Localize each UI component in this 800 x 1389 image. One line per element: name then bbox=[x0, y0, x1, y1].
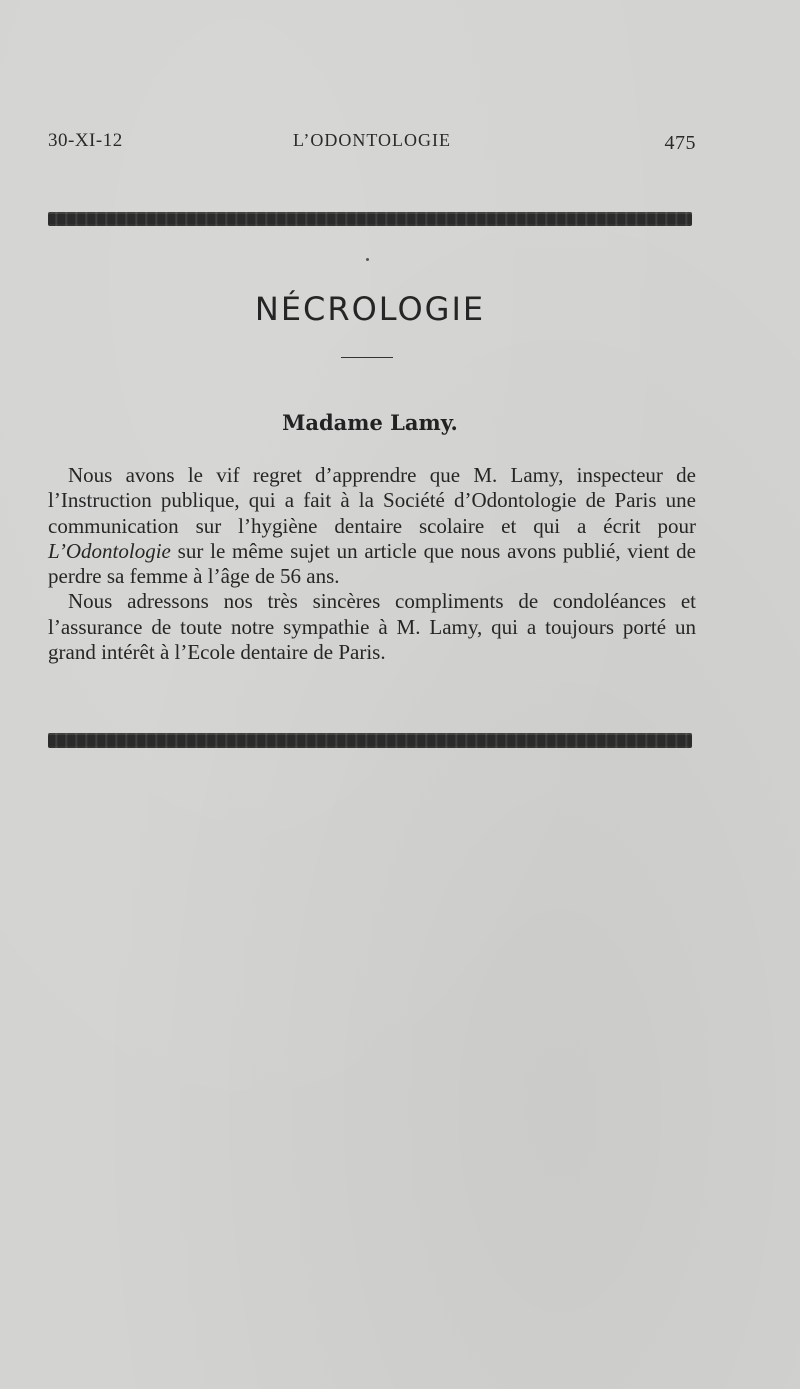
paragraph-1-text-b: sur le même sujet un article que nous avons publié, vient de perdre sa femme à l’âge de 56 ans. bbox=[48, 538, 696, 589]
issue-date: 30-XI-12 bbox=[48, 130, 123, 151]
paragraph-2: Nous adressons nos très sincères compliments de condoléances et l’assurance de toute notre sympathie à M. Lamy, qui a toujours porté un grand intérêt à l’Ecole dentaire de Paris. bbox=[48, 589, 696, 665]
article-body bbox=[48, 463, 696, 665]
page-number: 475 bbox=[664, 132, 696, 154]
running-head bbox=[48, 128, 696, 158]
journal-name: L’ODONTOLOGIE bbox=[293, 130, 451, 150]
article-heading: Madame Lamy. bbox=[282, 410, 458, 435]
paragraph-1 bbox=[48, 463, 696, 589]
bottom-ornamental-rule bbox=[48, 733, 692, 748]
title-divider bbox=[341, 357, 393, 358]
print-speck bbox=[366, 258, 369, 261]
top-ornamental-rule bbox=[48, 212, 692, 226]
section-title: NÉCROLOGIE bbox=[254, 290, 486, 328]
paragraph-1-text-a: Nous avons le vif regret d’apprendre que M. Lamy, inspecteur de l’Instruction publique, qui a fait à la Société d’Odontologie de Paris une communication sur l’hygiène dentaire scolaire et qui a écrit pour bbox=[48, 463, 696, 538]
journal-title-italic: L’Odontologie bbox=[48, 538, 171, 563]
